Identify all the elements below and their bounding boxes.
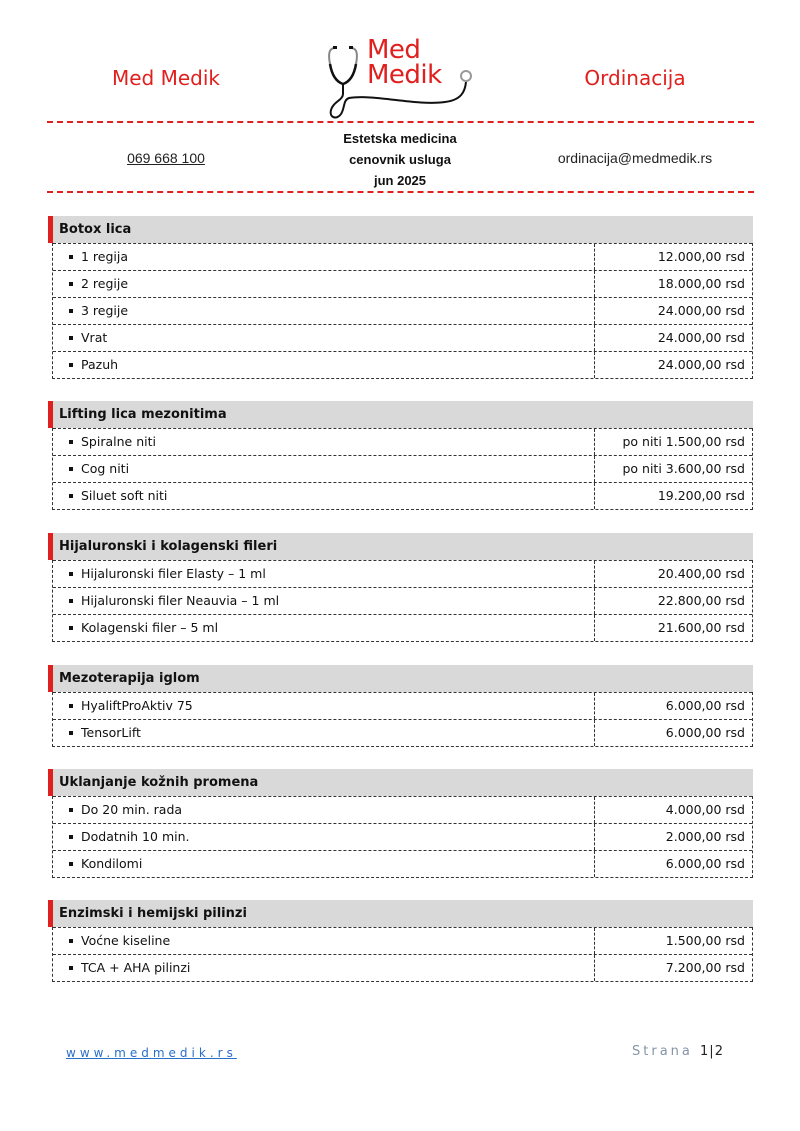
service-price: 18.000,00 rsd — [594, 271, 752, 297]
section-lifting-lica — [48, 401, 753, 510]
bullet-icon — [69, 572, 73, 576]
logo-text — [367, 35, 442, 90]
header-divider-top — [47, 121, 754, 123]
document-subtitle — [300, 128, 500, 191]
section-title: Uklanjanje kožnih promena — [48, 769, 753, 796]
subtitle-line1: Estetska medicina — [343, 131, 457, 146]
phone-link[interactable]: 069 668 100 — [127, 150, 205, 166]
price-row — [53, 954, 752, 981]
bullet-icon — [69, 467, 73, 471]
bullet-icon — [69, 309, 73, 313]
service-name: Vrat — [81, 330, 108, 345]
service-name: Pazuh — [81, 357, 119, 372]
price-row — [53, 823, 752, 850]
section-title: Mezoterapija iglom — [48, 665, 753, 692]
service-price: 20.400,00 rsd — [594, 561, 752, 587]
price-row — [53, 719, 752, 746]
price-row — [53, 927, 752, 954]
website-link[interactable]: www.medmedik.rs — [66, 1046, 237, 1060]
subtitle-line3: jun 2025 — [373, 173, 427, 188]
section-botox-lica — [48, 216, 753, 379]
service-name: Do 20 min. rada — [81, 802, 183, 817]
service-name: Siluet soft niti — [81, 488, 168, 503]
service-name: TensorLift — [81, 725, 141, 740]
section-mezoterapija — [48, 665, 753, 747]
bullet-icon — [69, 494, 73, 498]
service-price: 4.000,00 rsd — [594, 797, 752, 823]
section-fileri — [48, 533, 753, 642]
logo-line2: Medik — [367, 60, 442, 90]
service-name: TCA + AHA pilinzi — [81, 960, 191, 975]
service-name: 1 regija — [81, 249, 129, 264]
bullet-icon — [69, 731, 73, 735]
service-price: 6.000,00 rsd — [594, 693, 752, 719]
bullet-icon — [69, 939, 73, 943]
price-row — [53, 270, 752, 297]
bullet-icon — [69, 862, 73, 866]
service-name: Cog niti — [81, 461, 130, 476]
bullet-icon — [69, 704, 73, 708]
page-current: 1 — [700, 1044, 710, 1059]
page-separator: | — [709, 1044, 715, 1059]
service-price: 1.500,00 rsd — [594, 928, 752, 954]
service-price: 24.000,00 rsd — [594, 325, 752, 351]
section-title: Lifting lica mezonitima — [48, 401, 753, 428]
service-name: HyaliftProAktiv 75 — [81, 698, 193, 713]
price-row — [53, 297, 752, 324]
service-name: Voćne kiseline — [81, 933, 171, 948]
service-price: 6.000,00 rsd — [594, 720, 752, 746]
service-price: 7.200,00 rsd — [594, 955, 752, 981]
page-total: 2 — [714, 1044, 724, 1059]
logo — [325, 35, 475, 120]
section-title: Hijaluronski i kolagenski fileri — [48, 533, 753, 560]
service-price: po niti 1.500,00 rsd — [594, 429, 752, 455]
service-name: Spiralne niti — [81, 434, 156, 449]
section-title: Botox lica — [48, 216, 753, 243]
bullet-icon — [69, 835, 73, 839]
price-row — [53, 560, 752, 587]
service-price: 22.800,00 rsd — [594, 588, 752, 614]
price-row — [53, 324, 752, 351]
header-right-title: Ordinacija — [584, 66, 686, 90]
bullet-icon — [69, 336, 73, 340]
service-price: 12.000,00 rsd — [594, 244, 752, 270]
price-row — [53, 796, 752, 823]
service-name: 3 regije — [81, 303, 129, 318]
service-price: 21.600,00 rsd — [594, 615, 752, 641]
service-price: 24.000,00 rsd — [594, 298, 752, 324]
service-name: Hijaluronski filer Neauvia – 1 ml — [81, 593, 280, 608]
bullet-icon — [69, 808, 73, 812]
price-row — [53, 243, 752, 270]
section-uklanjanje-promena — [48, 769, 753, 878]
price-row — [53, 692, 752, 719]
bullet-icon — [69, 363, 73, 367]
section-title: Enzimski i hemijski pilinzi — [48, 900, 753, 927]
service-name: Kondilomi — [81, 856, 143, 871]
service-price: 2.000,00 rsd — [594, 824, 752, 850]
service-name: Hijaluronski filer Elasty – 1 ml — [81, 566, 266, 581]
price-row — [53, 482, 752, 509]
section-pilinzi — [48, 900, 753, 982]
service-price: 6.000,00 rsd — [594, 851, 752, 877]
page-number — [632, 1044, 724, 1059]
bullet-icon — [69, 440, 73, 444]
header-left-title: Med Medik — [111, 66, 220, 90]
price-row — [53, 587, 752, 614]
bullet-icon — [69, 282, 73, 286]
service-name: 2 regije — [81, 276, 129, 291]
service-name: Dodatnih 10 min. — [81, 829, 190, 844]
price-row — [53, 850, 752, 877]
service-name: Kolagenski filer – 5 ml — [81, 620, 219, 635]
header-divider-bottom — [47, 191, 754, 193]
bullet-icon — [69, 966, 73, 970]
email-address: ordinacija@medmedik.rs — [557, 150, 713, 166]
service-price: 24.000,00 rsd — [594, 352, 752, 378]
price-row — [53, 428, 752, 455]
price-row — [53, 614, 752, 641]
subtitle-line2: cenovnik usluga — [349, 152, 451, 167]
service-price: po niti 3.600,00 rsd — [594, 456, 752, 482]
bullet-icon — [69, 599, 73, 603]
bullet-icon — [69, 255, 73, 259]
price-row — [53, 351, 752, 378]
service-price: 19.200,00 rsd — [594, 483, 752, 509]
bullet-icon — [69, 626, 73, 630]
page-label: Strana — [632, 1044, 693, 1059]
logo-line1: Med — [367, 35, 421, 65]
price-row — [53, 455, 752, 482]
